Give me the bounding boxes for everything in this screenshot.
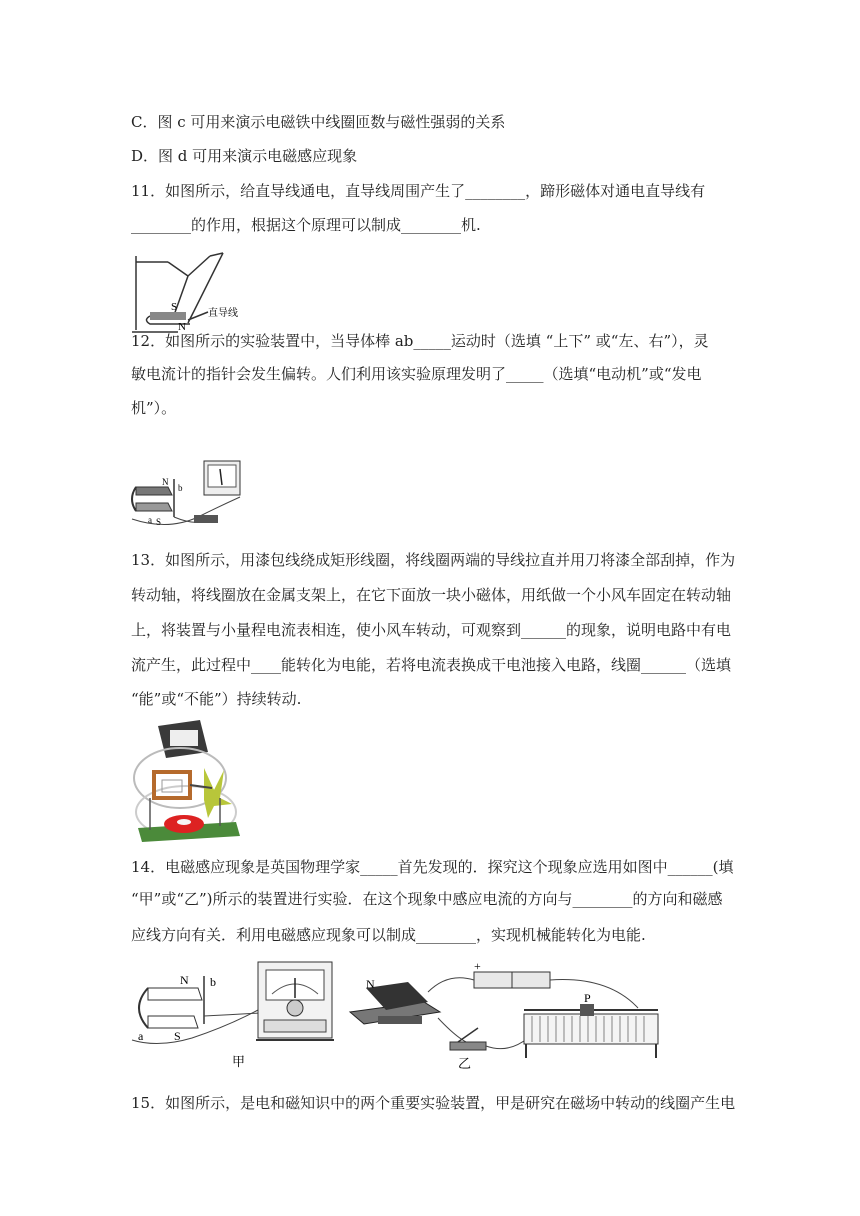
q12-line-1: 12．如图所示的实验装置中，当导体棒 ab_____运动时（选填 “上下” 或“左、右”），灵	[131, 332, 709, 350]
q12-label-b: b	[178, 483, 183, 493]
q11-line-1: 11．如图所示，给直导线通电，直导线周围产生了________，蹄形磁体对通电直导线有	[131, 182, 706, 200]
q14-label-s: S	[174, 1029, 181, 1043]
q13-line-5: “能”或“不能”）持续转动.	[131, 690, 302, 708]
q11-figure	[128, 248, 238, 338]
q12-label-n: N	[162, 477, 169, 487]
q11-label-n: N	[178, 321, 186, 333]
q13-line-2: 转动轴，将线圈放在金属支架上，在它下面放一块小磁体，用纸做一个小风车固定在转动轴	[131, 586, 732, 604]
option-d: D．图 d 可用来演示电磁感应现象	[131, 147, 358, 165]
q15-line-1: 15．如图所示，是电和磁知识中的两个重要实验装置，甲是研究在磁场中转动的线圈产生电	[131, 1094, 736, 1112]
q14-label-n2: N	[366, 977, 375, 991]
q11-label-wire: 直导线	[208, 308, 238, 319]
q14-label-plus: +	[474, 959, 481, 973]
q11-line-2: ________的作用，根据这个原理可以制成________机.	[131, 216, 481, 234]
q11-label-s: S	[171, 301, 178, 313]
q14-figure	[128, 958, 664, 1072]
q14-label-p: P	[584, 991, 591, 1005]
q14-label-a: a	[138, 1029, 144, 1043]
q12-line-2: 敏电流计的指针会发生偏转。人们利用该实验原理发明了_____（选填“电动机”或“发电	[131, 365, 702, 383]
q13-figure	[128, 718, 246, 844]
q14-line-2: “甲”或“乙”)所示的装置进行实验．在这个现象中感应电流的方向与________的方向和磁感	[131, 890, 723, 908]
q12-label-a: a	[148, 515, 152, 525]
q14-line-3: 应线方向有关．利用电磁感应现象可以制成________，实现机械能转化为电能.	[131, 926, 646, 944]
q12-figure	[128, 457, 248, 539]
q13-line-4: 流产生，此过程中____能转化为电能，若将电流表换成干电池接入电路，线圈______（选填	[131, 656, 732, 674]
q13-line-1: 13．如图所示，用漆包线绕成矩形线圈，将线圈两端的导线拉直并用刀将漆全部刮掉，作为	[131, 551, 736, 569]
q12-line-3: 机”）。	[131, 399, 177, 417]
q14-label-jia: 甲	[232, 1054, 246, 1069]
q14-label-b: b	[210, 975, 216, 989]
option-c: C．图 c 可用来演示电磁铁中线圈匝数与磁性强弱的关系	[131, 113, 506, 131]
q14-label-yi: 乙	[458, 1056, 472, 1071]
q13-line-3: 上，将装置与小量程电流表相连，使小风车转动，可观察到______的现象，说明电路中有电	[131, 621, 732, 639]
q12-label-s: S	[156, 517, 162, 527]
q14-line-1: 14．电磁感应现象是英国物理学家_____首先发现的．探究这个现象应选用如图中______(填	[131, 858, 734, 876]
q14-label-n: N	[180, 973, 189, 987]
